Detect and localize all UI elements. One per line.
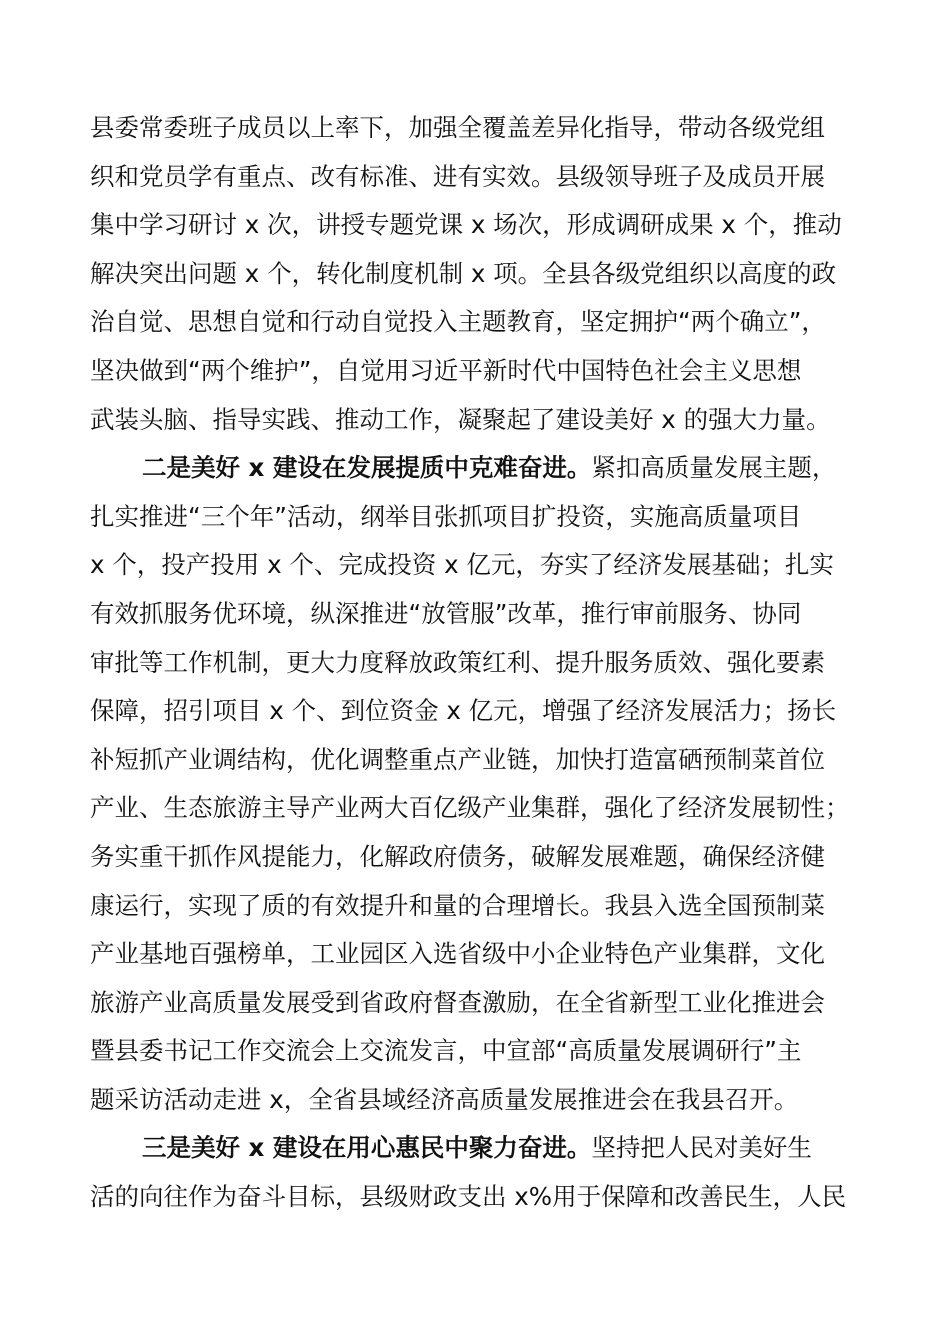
paragraph-2-line-9: 务实重干抓作风提能力，化解政府债务，破解发展难题，确保经济健 xyxy=(90,841,825,871)
paragraph-1-line-5: 治自觉、思想自觉和行动自觉投入主题教育，坚定拥护“两个确立”， xyxy=(90,307,826,337)
paragraph-2-line-5: 审批等工作机制，更大力度释放政策红利、提升服务质效、强化要素 xyxy=(90,647,825,677)
paragraph-2-line-4: 有效抓服务优环境，纵深推进“放管服”改革，推行审前服务、协同 xyxy=(90,598,802,628)
paragraph-2-line-11: 产业基地百强榜单，工业园区入选省级中小企业特色产业集群，文化 xyxy=(90,939,825,969)
paragraph-3-first-line-rest: 坚持把人民对美好生 xyxy=(591,1133,812,1163)
paragraph-1-line-3: 集中学习研讨 x 次，讲授专题党课 x 场次，形成调研成果 x 个，推动 xyxy=(90,210,842,240)
paragraph-2-line-12: 旅游产业高质量发展受到省政府督查激励，在全省新型工业化推进会 xyxy=(90,987,825,1017)
paragraph-1-line-7: 武装头脑、指导实践、推动工作，凝聚起了建设美好 x 的强大力量。 xyxy=(90,404,831,434)
paragraph-2-line-10: 康运行，实现了质的有效提升和量的合理增长。我县入选全国预制菜 xyxy=(90,890,825,920)
paragraph-1-line-2: 织和党员学有重点、改有标准、进有实效。县级领导班子及成员开展 xyxy=(90,161,825,191)
paragraph-2-heading: 二是美好 x 建设在发展提质中克难奋进。 xyxy=(142,453,592,483)
paragraph-2-line-8: 产业、生态旅游主导产业两大百亿级产业集群，强化了经济发展韧性； xyxy=(90,793,850,823)
paragraph-3-heading: 三是美好 x 建设在用心惠民中聚力奋进。 xyxy=(142,1133,592,1163)
paragraph-3-line-1 xyxy=(90,1124,862,1173)
paragraph-2-line-6: 保障，招引项目 x 个、到位资金 x 亿元，增强了经济发展活力；扬长 xyxy=(90,696,837,726)
paragraph-1-line-4: 解决突出问题 x 个，转化制度机制 x 项。全县各级党组织以高度的政 xyxy=(90,258,837,288)
paragraph-2-first-line-rest: 紧扣高质量发展主题， xyxy=(591,453,837,483)
paragraph-2-line-14: 题采访活动走进 x，全省县域经济高质量发展推进会在我县召开。 xyxy=(90,1084,799,1114)
paragraph-2-line-1 xyxy=(90,444,862,493)
paragraph-2-line-13: 暨县委书记工作交流会上交流发言，中宣部“高质量发展调研行”主 xyxy=(90,1036,802,1066)
paragraph-2-line-7: 补短抓产业调结构，优化调整重点产业链，加快打造富硒预制菜首位 xyxy=(90,744,825,774)
paragraph-1-line-1: 县委常委班子成员以上率下，加强全覆盖差异化指导，带动各级党组 xyxy=(90,113,825,142)
paragraph-3-line-2: 活的向往作为奋斗目标，县级财政支出 x%用于保障和改善民生，人民 xyxy=(90,1182,847,1212)
paragraph-2-line-2: 扎实推进“三个年”活动，纲举目张抓项目扩投资，实施高质量项目 xyxy=(90,501,802,531)
paragraph-1-line-6: 坚决做到“两个维护”，自觉用习近平新时代中国特色社会主义思想 xyxy=(90,355,802,385)
document-body xyxy=(90,104,862,1222)
paragraph-2-line-3: x 个，投产投用 x 个、完成投资 x 亿元，夯实了经济发展基础；扎实 xyxy=(90,550,834,580)
